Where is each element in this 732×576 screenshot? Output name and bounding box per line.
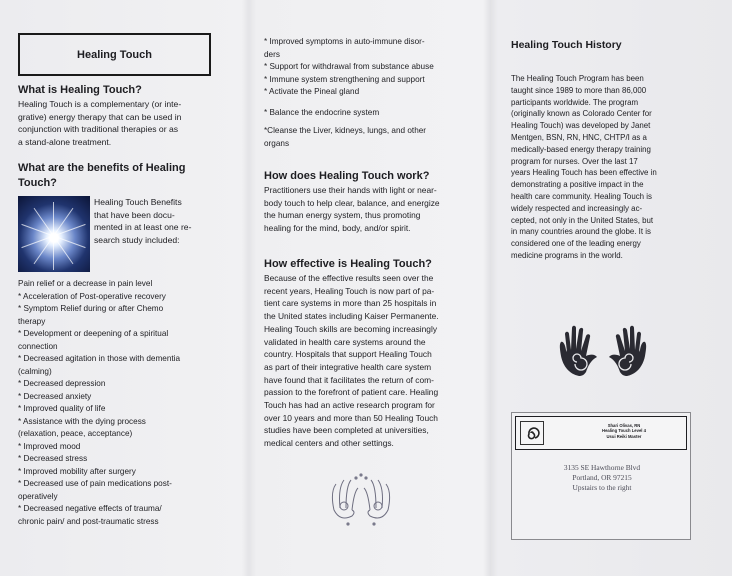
list-item: * Symptom Relief during or after Chemo (18, 304, 164, 313)
swirl-hands-icon (326, 470, 396, 530)
top-benefits-list (264, 36, 474, 99)
hands-icon (555, 322, 651, 378)
list-item: Pain relief or a decrease in pain level (18, 279, 153, 288)
endocrine-item: * Balance the endocrine system (264, 108, 380, 117)
effective-heading: How effective is Healing Touch? (264, 258, 432, 270)
list-item: therapy (18, 316, 46, 326)
card-name: Shari Olivas, RN Healing Touch Level 4 Usui Reiki Master (602, 423, 646, 439)
list-item: * Support for withdrawal from substance abuse (264, 62, 434, 71)
how-paragraph: Practitioners use their hands with light or near- body touch to help clear, balance, and energize the human energy system, thus promoting healing for the mind, body, and/or spirit. (264, 185, 440, 234)
card-header (515, 416, 687, 450)
card-address: 3135 SE Hawthorne Blvd Portland, OR 97215 Upstairs to the right (563, 463, 641, 492)
what-paragraph: Healing Touch is a complementary (or inte- grative) energy therapy that can be used in conjunction with traditional therapies or as a stand-alone treatment. (18, 99, 182, 148)
list-item: connection (18, 341, 58, 351)
list-item: * Decreased stress (18, 454, 88, 463)
list-item: * Improved symptoms in auto-immune disor- (264, 37, 425, 46)
history-heading: Healing Touch History (511, 39, 622, 51)
benefits-intro: Healing Touch Benefits that have been docu- mented in at least one re- search study included: (94, 197, 192, 246)
list-item: * Activate the Pineal gland (264, 87, 360, 96)
list-item: ders (264, 49, 280, 59)
effective-paragraph: Because of the effective results seen over the recent years, Healing Touch is now part of pa- tient care systems in more than 25 hospitals in the United states including Kaiser Permanente. Healing Touch skills are becoming increasingly validated in health care systems around the country. Hospitals that support Healing Touch as part of their integrative health care system have found that it facilitates the return of com- passion to the forefront of patient care. Healing Touch has had an active research program for over 10 years and more than 50 Healing Touch studies have been completed at universities, medical centers and other settings. (264, 273, 439, 449)
list-item: * Decreased agitation in those with dementia (18, 354, 181, 363)
sunburst-photo (18, 196, 90, 272)
list-item: * Acceleration of Post-operative recovery (18, 291, 166, 301)
title-box (18, 33, 211, 76)
list-item: * Improved mood (18, 441, 81, 451)
what-heading: What is Healing Touch? (18, 84, 142, 96)
title-text: Healing Touch (77, 48, 152, 61)
benefits-heading: What are the benefits of Healing Touch? (18, 162, 186, 189)
list-item: * Decreased negative effects of trauma/ (18, 504, 162, 513)
list-item: * Immune system strengthening and support (264, 74, 425, 84)
benefits-list (18, 278, 240, 528)
list-item: * Improved mobility after surgery (18, 466, 136, 476)
list-item: * Development or deepening of a spiritual (18, 329, 169, 338)
list-item: * Decreased anxiety (18, 391, 92, 401)
list-item: * Improved quality of life (18, 404, 106, 413)
how-heading: How does Healing Touch work? (264, 170, 430, 182)
list-item: chronic pain/ and post-traumatic stress (18, 516, 159, 526)
list-item: * Decreased use of pain medications post- (18, 479, 172, 488)
list-item: (calming) (18, 366, 52, 376)
business-card (511, 412, 691, 540)
list-item: * Decreased depression (18, 379, 106, 388)
list-item: * Assistance with the dying process (18, 416, 146, 426)
list-item: (relaxation, peace, acceptance) (18, 429, 133, 438)
cleanse-item: *Cleanse the Liver, kidneys, lungs, and other organs (264, 126, 427, 148)
history-paragraph: The Healing Touch Program has been taught since 1989 to more than 86,000 participants worldwide. The program (originally known as Colorado Center for Healing Touch) was developed by Janet Mentgen, BSN, RN, HNC, CHTP/I as a medically-based energy therapy training program for nurses. Over the last 17 years Healing Touch has been effective in demonstrating a positive impact in the health care community. Healing Touch is widely respected and increasingly ac- cepted, not only in the United States, but in many countries around the globe. It is considered one of the leading energy medicine programs in the world. (511, 74, 657, 260)
list-item: operatively (18, 491, 58, 501)
spiral-logo-icon (520, 421, 544, 445)
